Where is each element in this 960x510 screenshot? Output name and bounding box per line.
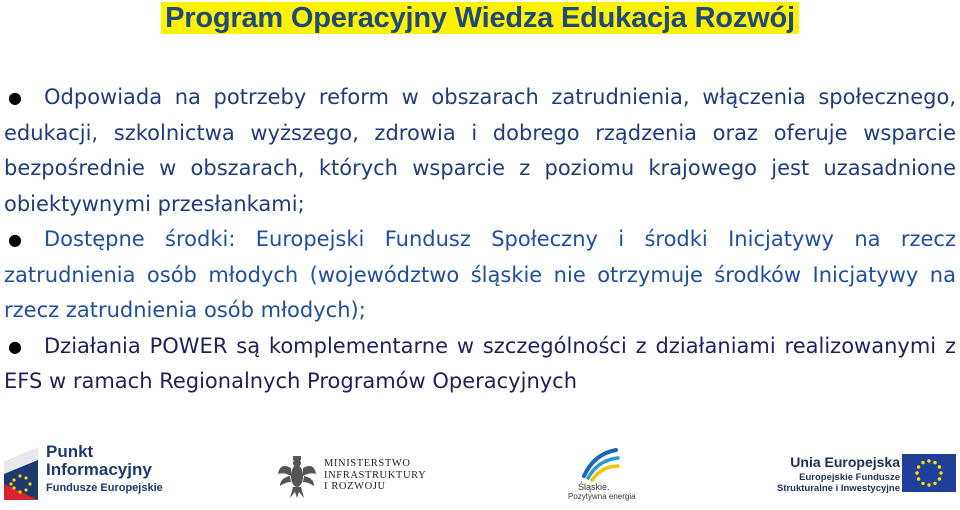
list-item <box>4 222 956 329</box>
logo-bar <box>0 436 960 510</box>
ministerstwo-line2: INFRASTRUKTURY <box>324 469 427 481</box>
page-title-text: Program Operacyjny Wiedza Edukacja Rozwój <box>161 2 799 34</box>
bullet-list <box>4 80 956 400</box>
eagle-emblem-icon <box>276 454 318 500</box>
list-item-text: Działania POWER są komplementarne w szczególności z działaniami realizowanymi z EFS w ramach Regionalnych Programów Operacyjnych <box>4 333 956 393</box>
page-title <box>0 0 960 36</box>
list-item-text: Odpowiada na potrzeby reform w obszarach zatrudnienia, włączenia społecznego, edukacji, szkolnictwa wyższego, zdrowia i dobrego rządzenia oraz oferuje wsparcie bezpośrednie w obszarach, których wsparcie z poziomu krajowego jest uzasadnione obiektywnymi przesłankami; <box>4 85 956 216</box>
unia-line2: Europejskie Fundusze <box>799 472 900 483</box>
list-item <box>4 80 956 222</box>
slaskie-logo <box>566 446 646 506</box>
punkt-line3: Fundusze Europejskie <box>46 482 163 494</box>
ministerstwo-line3: I ROZWOJU <box>324 481 386 492</box>
ministerstwo-name <box>324 458 426 493</box>
bullet-dot-icon: ● <box>8 230 22 249</box>
punkt-line2: Informacyjny <box>46 460 152 479</box>
unia-subtitle <box>777 472 900 494</box>
punkt-informacyjny-logo <box>4 440 164 502</box>
punkt-line1: Punkt <box>46 442 94 461</box>
bullet-dot-icon: ● <box>8 88 22 107</box>
slaskie-line2: Pozytywna energia <box>568 492 636 501</box>
bullet-dot-icon: ● <box>8 336 22 356</box>
ministerstwo-line1: MINISTERSTWO <box>324 458 411 469</box>
list-item <box>4 329 956 400</box>
fundusze-flag-icon <box>4 444 42 500</box>
unia-line1: Unia Europejska <box>790 454 900 470</box>
unia-europejska-logo <box>776 452 958 504</box>
unia-line3: Strukturalne i Inwestycyjne <box>776 483 900 494</box>
slaskie-swoosh-icon <box>578 446 622 482</box>
list-item-text: Dostępne środki: Europejski Fundusz Społeczny i środki Inicjatywy na rzecz zatrudnienia osób młodych (województwo śląskie nie otrzymuje środków Inicjatywy na rzecz zatrudnienia osób młodych); <box>4 227 956 322</box>
ministerstwo-logo <box>276 454 436 502</box>
eu-flag-icon <box>902 454 956 492</box>
slaskie-line1: Śląskie. <box>578 482 610 492</box>
